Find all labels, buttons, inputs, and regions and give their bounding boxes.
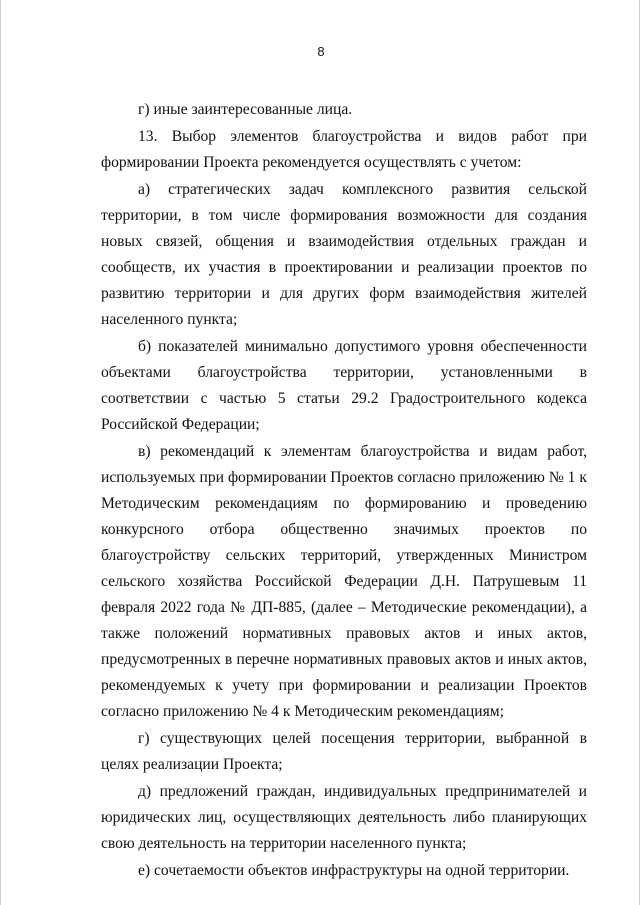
paragraph-item-e-compatibility: е) сочетаемости объектов инфраструктуры на одной территории. [138,862,570,879]
paragraph-item-b-indicators: б) показателей минимально допустимого уровня обеспеченности объектами благоустройства территории, установленными в соответствии с частью 5 статьи 29.2 Градостроительного кодекса Российской Федерации; [101,338,587,433]
paragraph-item-g-other-parties: г) иные заинтересованные лица. [138,101,353,118]
paragraph-item-a-strategic-tasks: а) стратегических задач комплексного развития сельской территории, в том числе формирования возможности для создания новых связей, общения и взаимодействия отдельных граждан и сообществ, их участия в проектировании и реализации проектов по развитию территории и для других форм взаимодействия жителей населенного пункта; [101,181,587,328]
paragraph-item-d-proposals: д) предложений граждан, индивидуальных предпринимателей и юридических лиц, осуществляющих деятельность либо планирующих свою деятельность на территории населенного пункта; [101,783,587,852]
page-number: 8 [317,44,325,59]
paragraph-item-v-recommendations: в) рекомендаций к элементам благоустройства и видам работ, используемых при формировании Проектов согласно приложению № 1 к Методическим рекомендациям по формированию и проведению конкурсного отбора общественно значимых проектов по благоустройству сельских территорий, утвержденных Министром сельского хозяйства Российской Федерации Д.Н. Патрушевым 11 февраля 2022 года № ДП-885, (далее – Методические рекомендации), а также положений нормативных правовых актов и иных актов, предусмотренных в перечне нормативных правовых актов и иных актов, рекомендуемых к учету при формировании и реализации Проектов согласно приложению № 4 к Методическим рекомендациям; [101,443,587,720]
paragraph-13-selection-criteria: 13. Выбор элементов благоустройства и видов работ при формировании Проекта рекомендуется осуществлять с учетом: [101,128,587,171]
document-body [101,97,587,884]
paragraph-item-g-visit-purposes: г) существующих целей посещения территории, выбранной в целях реализации Проекта; [101,730,587,773]
